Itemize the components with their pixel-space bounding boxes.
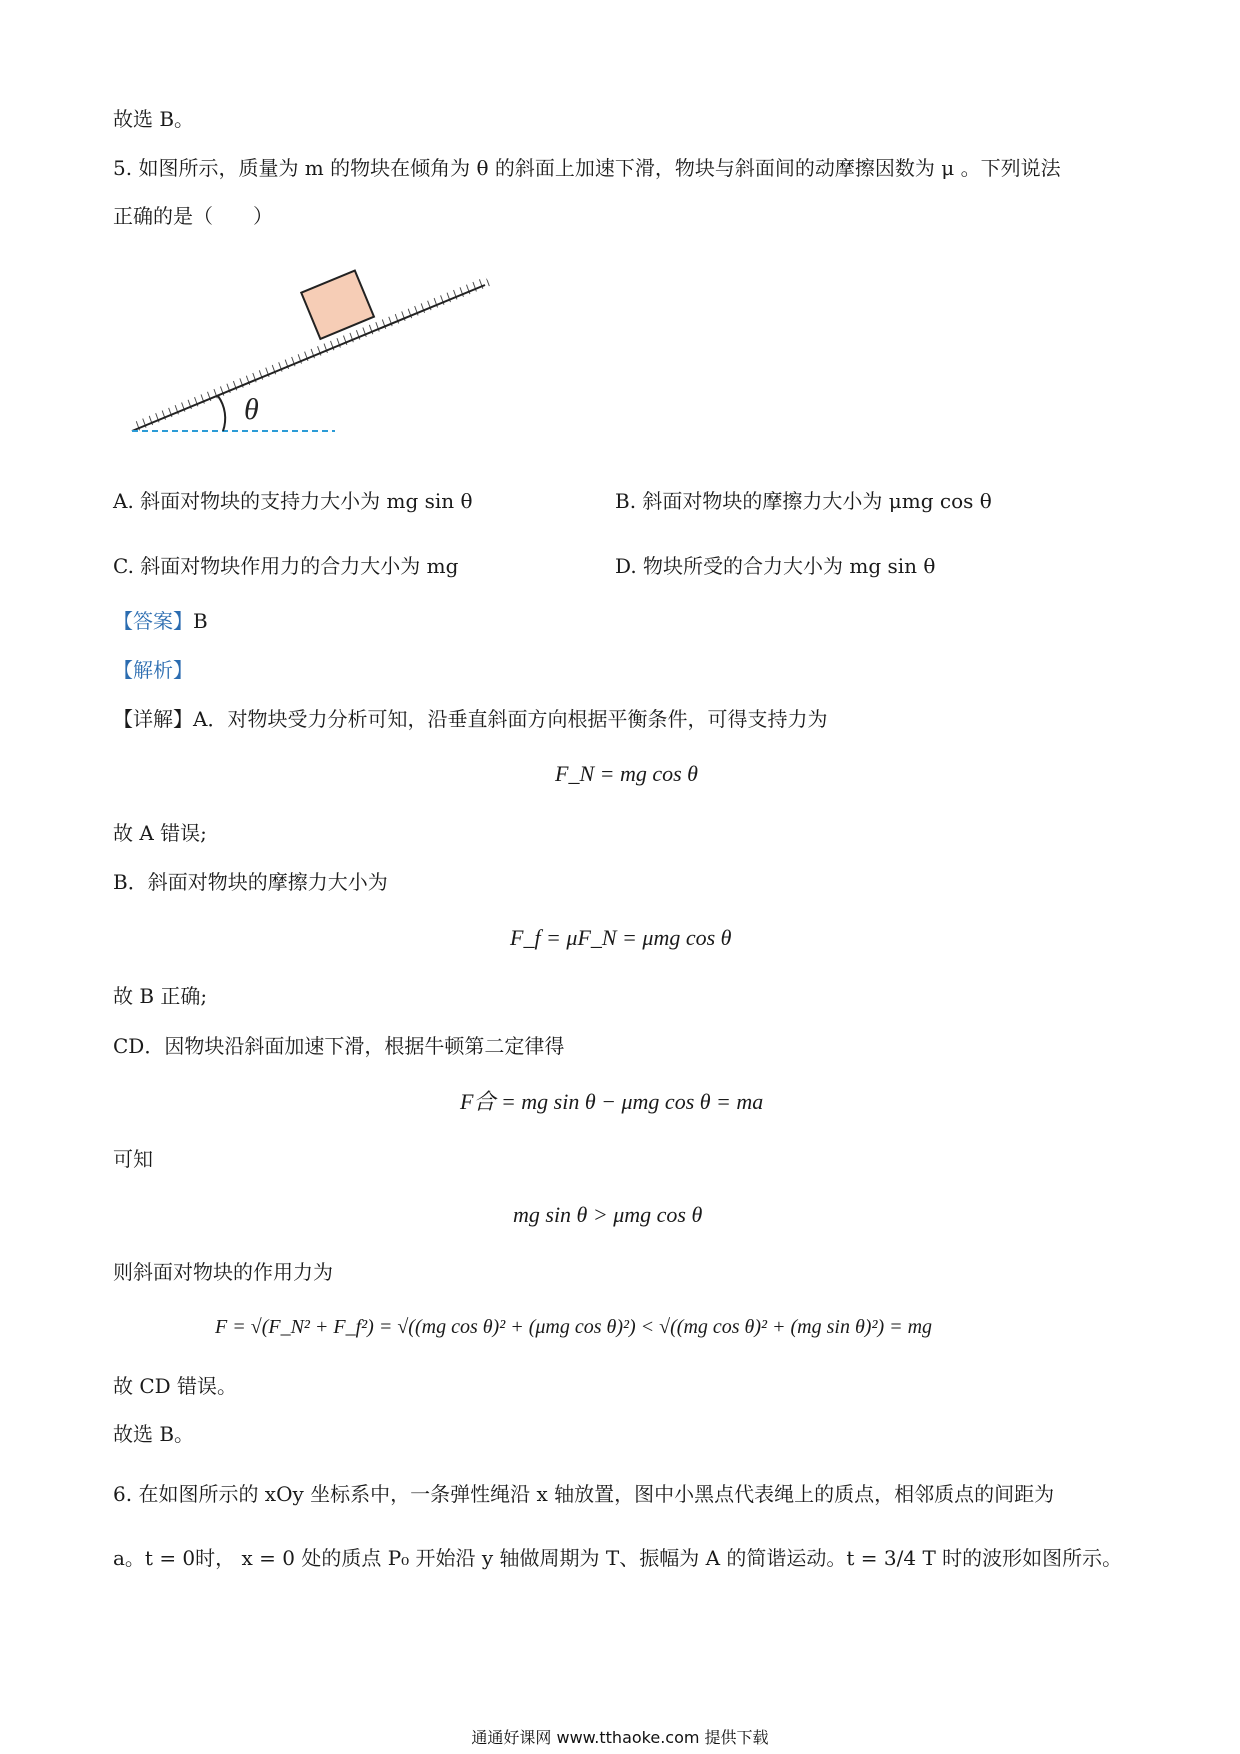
angle-label: θ	[244, 393, 259, 426]
answer-line	[113, 608, 208, 634]
question-5-stem: 5. 如图所示，质量为 m 的物块在倾角为 θ 的斜面上加速下滑，物块与斜面间的动摩擦因数为 μ 。下列说法	[113, 156, 1061, 180]
incline-figure	[120, 255, 500, 445]
option-b: B. 斜面对物块的摩擦力大小为 μmg cos θ	[615, 489, 992, 513]
text-line: B．斜面对物块的摩擦力大小为	[113, 870, 388, 894]
analysis-tag: 【解析】	[113, 658, 193, 682]
equation-net-force: F合 = mg sin θ − μmg cos θ = ma	[460, 1089, 764, 1114]
option-a: A. 斜面对物块的支持力大小为 mg sin θ	[113, 489, 473, 513]
text-line: 故选 B。	[113, 1422, 195, 1446]
detail-line: 【详解】A．对物块受力分析可知，沿垂直斜面方向根据平衡条件，可得支持力为	[113, 707, 828, 731]
text-line: CD．因物块沿斜面加速下滑，根据牛顿第二定律得	[113, 1034, 565, 1058]
equation-friction: F_f = μF_N = μmg cos θ	[510, 925, 732, 950]
equation-resultant: F = √(F_N² + F_f²) = √((mg cos θ)² + (μmg cos θ)²) < √((mg cos θ)² + (mg sin θ)²) = mg	[215, 1316, 933, 1338]
question-6-stem-cont: a。t = 0时， x = 0 处的质点 P₀ 开始沿 y 轴做周期为 T、振幅为 A 的简谐运动。t = 3/4 T 时的波形如图所示。	[113, 1546, 1123, 1570]
text-line: 则斜面对物块的作用力为	[113, 1260, 333, 1284]
text-line: 故 B 正确;	[113, 984, 208, 1008]
text-line: 可知	[113, 1147, 153, 1171]
angle-arc	[218, 396, 225, 431]
page-footer: 通通好课网 www.tthaoke.com 提供下载	[471, 1728, 769, 1747]
question-6-stem: 6. 在如图所示的 xOy 坐标系中，一条弹性绳沿 x 轴放置，图中小黑点代表绳上的质点，相邻质点的间距为	[113, 1482, 1055, 1506]
answer-tag: 【答案】	[113, 609, 193, 633]
option-d: D. 物块所受的合力大小为 mg sin θ	[615, 554, 936, 578]
equation-inequality: mg sin θ > μmg cos θ	[513, 1202, 703, 1227]
text-line: 故 CD 错误。	[113, 1374, 238, 1398]
question-5-stem-cont: 正确的是（ ）	[113, 204, 273, 228]
equation-normal-force: F_N = mg cos θ	[555, 761, 698, 786]
option-c: C. 斜面对物块作用力的合力大小为 mg	[113, 554, 459, 578]
text-line: 故选 B。	[113, 107, 195, 131]
text-line: 故 A 错误;	[113, 821, 207, 845]
answer-value: B	[193, 609, 208, 633]
